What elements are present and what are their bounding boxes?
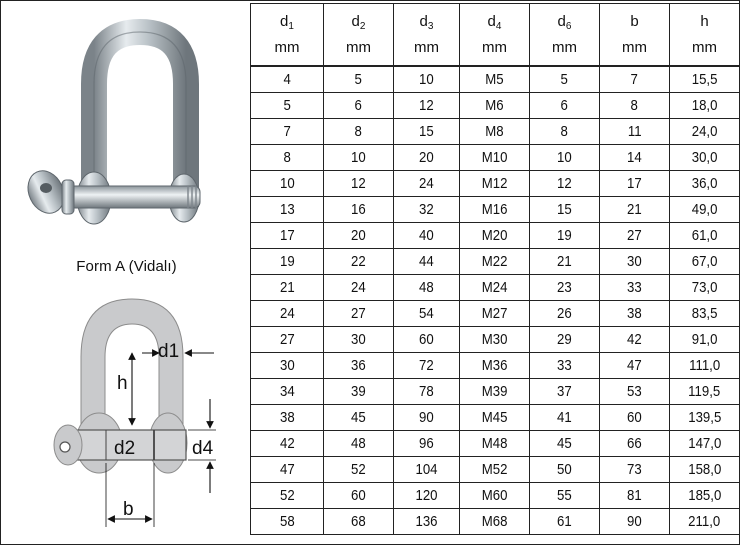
table-cell: M20 bbox=[460, 223, 530, 249]
table-cell: 49,0 bbox=[670, 197, 740, 223]
label-b: b bbox=[123, 499, 134, 520]
table-cell: 119,5 bbox=[670, 379, 740, 405]
table-cell: 10 bbox=[324, 145, 394, 171]
table-cell: 8 bbox=[324, 119, 394, 145]
dimension-table bbox=[250, 3, 740, 535]
table-cell: 7 bbox=[251, 119, 324, 145]
table-cell: 60 bbox=[394, 327, 460, 353]
table-cell: 44 bbox=[394, 249, 460, 275]
table-cell: 55 bbox=[530, 483, 600, 509]
shackle-caption: Form A (Vidalı) bbox=[76, 258, 177, 275]
table-cell: 147,0 bbox=[670, 431, 740, 457]
column-header bbox=[600, 4, 670, 67]
table-cell: 185,0 bbox=[670, 483, 740, 509]
table-cell: 5 bbox=[530, 66, 600, 93]
table-cell: 21 bbox=[600, 197, 670, 223]
table-cell: M24 bbox=[460, 275, 530, 301]
table-row bbox=[251, 457, 740, 483]
table-row bbox=[251, 431, 740, 457]
column-header bbox=[460, 4, 530, 67]
table-row bbox=[251, 509, 740, 535]
table-cell: 24 bbox=[324, 275, 394, 301]
table-row bbox=[251, 145, 740, 171]
table-cell: M8 bbox=[460, 119, 530, 145]
table-cell: 16 bbox=[324, 197, 394, 223]
table-cell: M27 bbox=[460, 301, 530, 327]
table-cell: 48 bbox=[394, 275, 460, 301]
table-cell: 40 bbox=[394, 223, 460, 249]
table-row bbox=[251, 275, 740, 301]
left-panel bbox=[2, 2, 251, 543]
label-d4: d4 bbox=[192, 438, 214, 459]
table-cell: 14 bbox=[600, 145, 670, 171]
column-unit: mm bbox=[622, 39, 647, 56]
table-row bbox=[251, 353, 740, 379]
table-cell: M22 bbox=[460, 249, 530, 275]
table-cell: 78 bbox=[394, 379, 460, 405]
column-symbol: h bbox=[700, 13, 709, 30]
table-cell: 72 bbox=[394, 353, 460, 379]
table-cell: 42 bbox=[251, 431, 324, 457]
table-cell: 12 bbox=[530, 171, 600, 197]
table-cell: M68 bbox=[460, 509, 530, 535]
table-cell: 52 bbox=[251, 483, 324, 509]
table-cell: 58 bbox=[251, 509, 324, 535]
table-cell: 18,0 bbox=[670, 93, 740, 119]
table-cell: M6 bbox=[460, 93, 530, 119]
table-cell: 52 bbox=[324, 457, 394, 483]
table-cell: 27 bbox=[324, 301, 394, 327]
table-cell: 30 bbox=[324, 327, 394, 353]
table-cell: 60 bbox=[324, 483, 394, 509]
table-cell: 20 bbox=[324, 223, 394, 249]
table-row bbox=[251, 249, 740, 275]
label-d1: d1 bbox=[158, 341, 180, 362]
table-cell: 36,0 bbox=[670, 171, 740, 197]
column-symbol: $d_6$ bbox=[557, 13, 572, 32]
column-symbol: b bbox=[630, 13, 639, 30]
table-cell: 39 bbox=[324, 379, 394, 405]
table-cell: 61,0 bbox=[670, 223, 740, 249]
table-cell: 120 bbox=[394, 483, 460, 509]
table-cell: 50 bbox=[530, 457, 600, 483]
table-cell: 24 bbox=[394, 171, 460, 197]
table-cell: 5 bbox=[324, 66, 394, 93]
column-symbol: $d_1$ bbox=[280, 13, 294, 32]
table-cell: M16 bbox=[460, 197, 530, 223]
table-cell: 24,0 bbox=[670, 119, 740, 145]
table-cell: M12 bbox=[460, 171, 530, 197]
table-cell: 48 bbox=[324, 431, 394, 457]
table-cell: 8 bbox=[600, 93, 670, 119]
table-header-row bbox=[251, 4, 740, 67]
table-cell: 41 bbox=[530, 405, 600, 431]
label-d2: d2 bbox=[114, 438, 136, 459]
table-cell: 6 bbox=[530, 93, 600, 119]
table-cell: 5 bbox=[251, 93, 324, 119]
table-cell: 37 bbox=[530, 379, 600, 405]
column-header bbox=[251, 4, 324, 67]
table-cell: 26 bbox=[530, 301, 600, 327]
table-cell: 33 bbox=[600, 275, 670, 301]
table-cell: 17 bbox=[600, 171, 670, 197]
column-symbol: $d_4$ bbox=[487, 13, 502, 32]
table-cell: 19 bbox=[530, 223, 600, 249]
table-row bbox=[251, 197, 740, 223]
column-unit: mm bbox=[414, 39, 439, 56]
table-row bbox=[251, 379, 740, 405]
table-cell: 12 bbox=[324, 171, 394, 197]
table-cell: 104 bbox=[394, 457, 460, 483]
table-cell: M5 bbox=[460, 66, 530, 93]
table-row bbox=[251, 223, 740, 249]
table-cell: 53 bbox=[600, 379, 670, 405]
table-cell: 60 bbox=[600, 405, 670, 431]
table-row bbox=[251, 301, 740, 327]
table-cell: 90 bbox=[394, 405, 460, 431]
column-symbol: $d_3$ bbox=[419, 13, 434, 32]
table-cell: 10 bbox=[251, 171, 324, 197]
column-header bbox=[324, 4, 394, 67]
table-cell: 22 bbox=[324, 249, 394, 275]
table-cell: 34 bbox=[251, 379, 324, 405]
table-cell: 33 bbox=[530, 353, 600, 379]
table-cell: 47 bbox=[600, 353, 670, 379]
table-cell: 61 bbox=[530, 509, 600, 535]
table-cell: 36 bbox=[324, 353, 394, 379]
table-cell: 21 bbox=[251, 275, 324, 301]
table-cell: 6 bbox=[324, 93, 394, 119]
table-cell: 136 bbox=[394, 509, 460, 535]
table-cell: 158,0 bbox=[670, 457, 740, 483]
table-cell: 23 bbox=[530, 275, 600, 301]
table-cell: 10 bbox=[530, 145, 600, 171]
table-cell: 45 bbox=[324, 405, 394, 431]
table-cell: 111,0 bbox=[670, 353, 740, 379]
column-header bbox=[394, 4, 460, 67]
table-cell: 30 bbox=[600, 249, 670, 275]
table-cell: 15,5 bbox=[670, 66, 740, 93]
table-cell: 45 bbox=[530, 431, 600, 457]
table-row bbox=[251, 119, 740, 145]
table-row bbox=[251, 66, 740, 93]
table-cell: 38 bbox=[251, 405, 324, 431]
table-row bbox=[251, 171, 740, 197]
table-cell: 211,0 bbox=[670, 509, 740, 535]
table-cell: 66 bbox=[600, 431, 670, 457]
table-cell: 91,0 bbox=[670, 327, 740, 353]
table-cell: 7 bbox=[600, 66, 670, 93]
table-cell: 54 bbox=[394, 301, 460, 327]
table-cell: M39 bbox=[460, 379, 530, 405]
column-header bbox=[670, 4, 740, 67]
table-cell: 30,0 bbox=[670, 145, 740, 171]
table-row bbox=[251, 405, 740, 431]
table-cell: 15 bbox=[394, 119, 460, 145]
column-unit: mm bbox=[346, 39, 371, 56]
table-cell: 10 bbox=[394, 66, 460, 93]
table-cell: 47 bbox=[251, 457, 324, 483]
table-row bbox=[251, 483, 740, 509]
table-cell: M30 bbox=[460, 327, 530, 353]
table-cell: 90 bbox=[600, 509, 670, 535]
table-cell: M60 bbox=[460, 483, 530, 509]
table-cell: 11 bbox=[600, 119, 670, 145]
table-cell: 27 bbox=[600, 223, 670, 249]
column-header bbox=[530, 4, 600, 67]
table-cell: 13 bbox=[251, 197, 324, 223]
table-cell: 21 bbox=[530, 249, 600, 275]
column-symbol: $d_2$ bbox=[351, 13, 366, 32]
table-cell: 8 bbox=[251, 145, 324, 171]
table-cell: 81 bbox=[600, 483, 670, 509]
table-cell: 27 bbox=[251, 327, 324, 353]
table-cell: 73,0 bbox=[670, 275, 740, 301]
table-cell: 24 bbox=[251, 301, 324, 327]
shackle-drawing bbox=[2, 287, 251, 543]
column-unit: mm bbox=[274, 39, 300, 56]
table-cell: 139,5 bbox=[670, 405, 740, 431]
table-cell: 73 bbox=[600, 457, 670, 483]
table-cell: 67,0 bbox=[670, 249, 740, 275]
table-cell: 29 bbox=[530, 327, 600, 353]
column-unit: mm bbox=[692, 39, 717, 56]
table-cell: 8 bbox=[530, 119, 600, 145]
column-unit: mm bbox=[482, 39, 507, 56]
table-cell: 12 bbox=[394, 93, 460, 119]
table-cell: M10 bbox=[460, 145, 530, 171]
table-cell: 15 bbox=[530, 197, 600, 223]
table-cell: 20 bbox=[394, 145, 460, 171]
column-unit: mm bbox=[552, 39, 577, 56]
table-cell: 83,5 bbox=[670, 301, 740, 327]
table-cell: 68 bbox=[324, 509, 394, 535]
table-cell: 4 bbox=[251, 66, 324, 93]
label-h: h bbox=[117, 373, 128, 394]
table-cell: 96 bbox=[394, 431, 460, 457]
table-cell: 17 bbox=[251, 223, 324, 249]
table-row bbox=[251, 327, 740, 353]
table-cell: M52 bbox=[460, 457, 530, 483]
table-cell: M45 bbox=[460, 405, 530, 431]
table-body bbox=[251, 66, 740, 535]
table-cell: 19 bbox=[251, 249, 324, 275]
table-cell: 38 bbox=[600, 301, 670, 327]
shackle-photo bbox=[2, 2, 251, 247]
table-cell: 32 bbox=[394, 197, 460, 223]
table-row bbox=[251, 93, 740, 119]
table-cell: 42 bbox=[600, 327, 670, 353]
table-cell: M36 bbox=[460, 353, 530, 379]
table-cell: 30 bbox=[251, 353, 324, 379]
table-cell: M48 bbox=[460, 431, 530, 457]
